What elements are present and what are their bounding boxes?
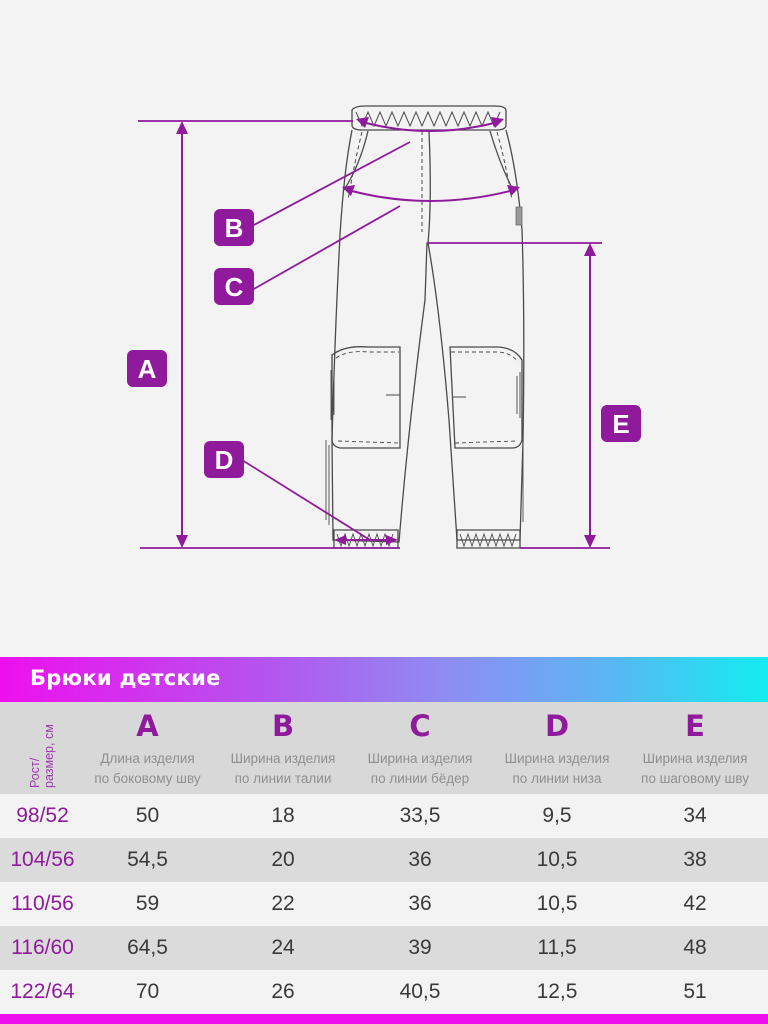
value-cell-b: 24	[271, 936, 295, 959]
label-a: A	[137, 354, 157, 384]
header-desc-line-2: по линии низа	[512, 771, 602, 786]
value-cell-b: 20	[271, 848, 295, 871]
value-cell-a: 50	[135, 804, 160, 827]
header-desc-line-2: по шаговому шву	[641, 771, 749, 786]
label-d: D	[214, 445, 234, 475]
header-desc-line-1: Ширина изделия	[367, 751, 473, 766]
size-cell: 104/56	[10, 848, 75, 871]
header-desc-line-1: Ширина изделия	[230, 751, 336, 766]
corner-label-line-2: размер, см	[42, 724, 56, 788]
value-cell-e: 42	[683, 892, 707, 915]
table-title-band	[0, 657, 768, 702]
label-badge-a	[127, 350, 167, 387]
label-e: E	[612, 409, 630, 439]
label-badge-d	[204, 441, 244, 478]
header-corner	[0, 702, 85, 794]
value-cell-d: 10,5	[536, 848, 578, 871]
value-cell-c: 33,5	[399, 804, 441, 827]
header-desc-line-2: по боковому шву	[94, 771, 201, 786]
header-desc-line-1: Ширина изделия	[642, 751, 748, 766]
corner-label-line-1: Рост/	[28, 757, 42, 788]
value-cell-c: 40,5	[399, 980, 441, 1003]
size-cell: 116/60	[11, 936, 74, 959]
header-letter: C	[409, 709, 431, 743]
label-badge-e	[601, 405, 641, 442]
value-cell-d: 12,5	[536, 980, 578, 1003]
value-cell-b: 26	[271, 980, 295, 1003]
header-desc-line-1: Ширина изделия	[504, 751, 610, 766]
value-cell-e: 34	[683, 804, 707, 827]
table-row	[0, 838, 768, 882]
value-cell-a: 59	[135, 892, 160, 915]
header-letter: D	[544, 709, 570, 743]
table-row	[0, 794, 768, 838]
size-cell: 122/64	[10, 980, 75, 1003]
value-cell-d: 9,5	[542, 804, 572, 827]
table-title: Брюки детские	[30, 666, 221, 690]
table-row	[0, 926, 768, 970]
label-badge-c	[214, 268, 254, 305]
value-cell-a: 54,5	[127, 848, 168, 871]
size-table	[0, 702, 768, 1014]
header-column-e	[625, 702, 765, 794]
value-cell-b: 18	[271, 804, 295, 827]
header-column-c	[351, 702, 489, 794]
header-description	[625, 749, 765, 789]
header-letter: E	[685, 709, 705, 743]
value-cell-e: 48	[683, 936, 707, 959]
table-header-row	[0, 702, 768, 794]
header-column-a	[80, 702, 215, 794]
value-cell-a: 70	[135, 980, 160, 1003]
value-cell-d: 11,5	[537, 936, 577, 959]
value-cell-b: 22	[271, 892, 295, 915]
header-description	[215, 749, 351, 789]
corner-label	[28, 702, 56, 794]
measurement-lines	[138, 117, 610, 548]
header-desc-line-2: по линии бёдер	[370, 771, 470, 786]
label-badge-b	[214, 209, 254, 246]
table-row	[0, 970, 768, 1014]
value-cell-c: 39	[408, 936, 432, 959]
value-cell-a: 64,5	[127, 936, 168, 959]
header-desc-line-1: Длина изделия	[100, 751, 195, 766]
header-description	[351, 749, 489, 789]
header-column-b	[215, 702, 351, 794]
header-description	[80, 749, 215, 789]
table-row	[0, 882, 768, 926]
label-b: B	[224, 213, 244, 243]
header-description	[489, 749, 625, 789]
header-column-d	[489, 702, 625, 794]
header-letter: A	[136, 709, 159, 743]
value-cell-e: 38	[683, 848, 707, 871]
value-cell-c: 36	[408, 892, 432, 915]
size-cell: 98/52	[16, 804, 69, 827]
value-cell-d: 10,5	[536, 892, 578, 915]
value-cell-c: 36	[408, 848, 432, 871]
label-c: C	[224, 272, 244, 302]
header-desc-line-2: по линии талии	[234, 771, 332, 786]
size-cell: 110/56	[11, 892, 74, 915]
value-cell-e: 51	[683, 980, 707, 1003]
header-letter: B	[271, 709, 295, 743]
bottom-accent-band	[0, 1014, 768, 1024]
pants-illustration	[326, 106, 524, 548]
